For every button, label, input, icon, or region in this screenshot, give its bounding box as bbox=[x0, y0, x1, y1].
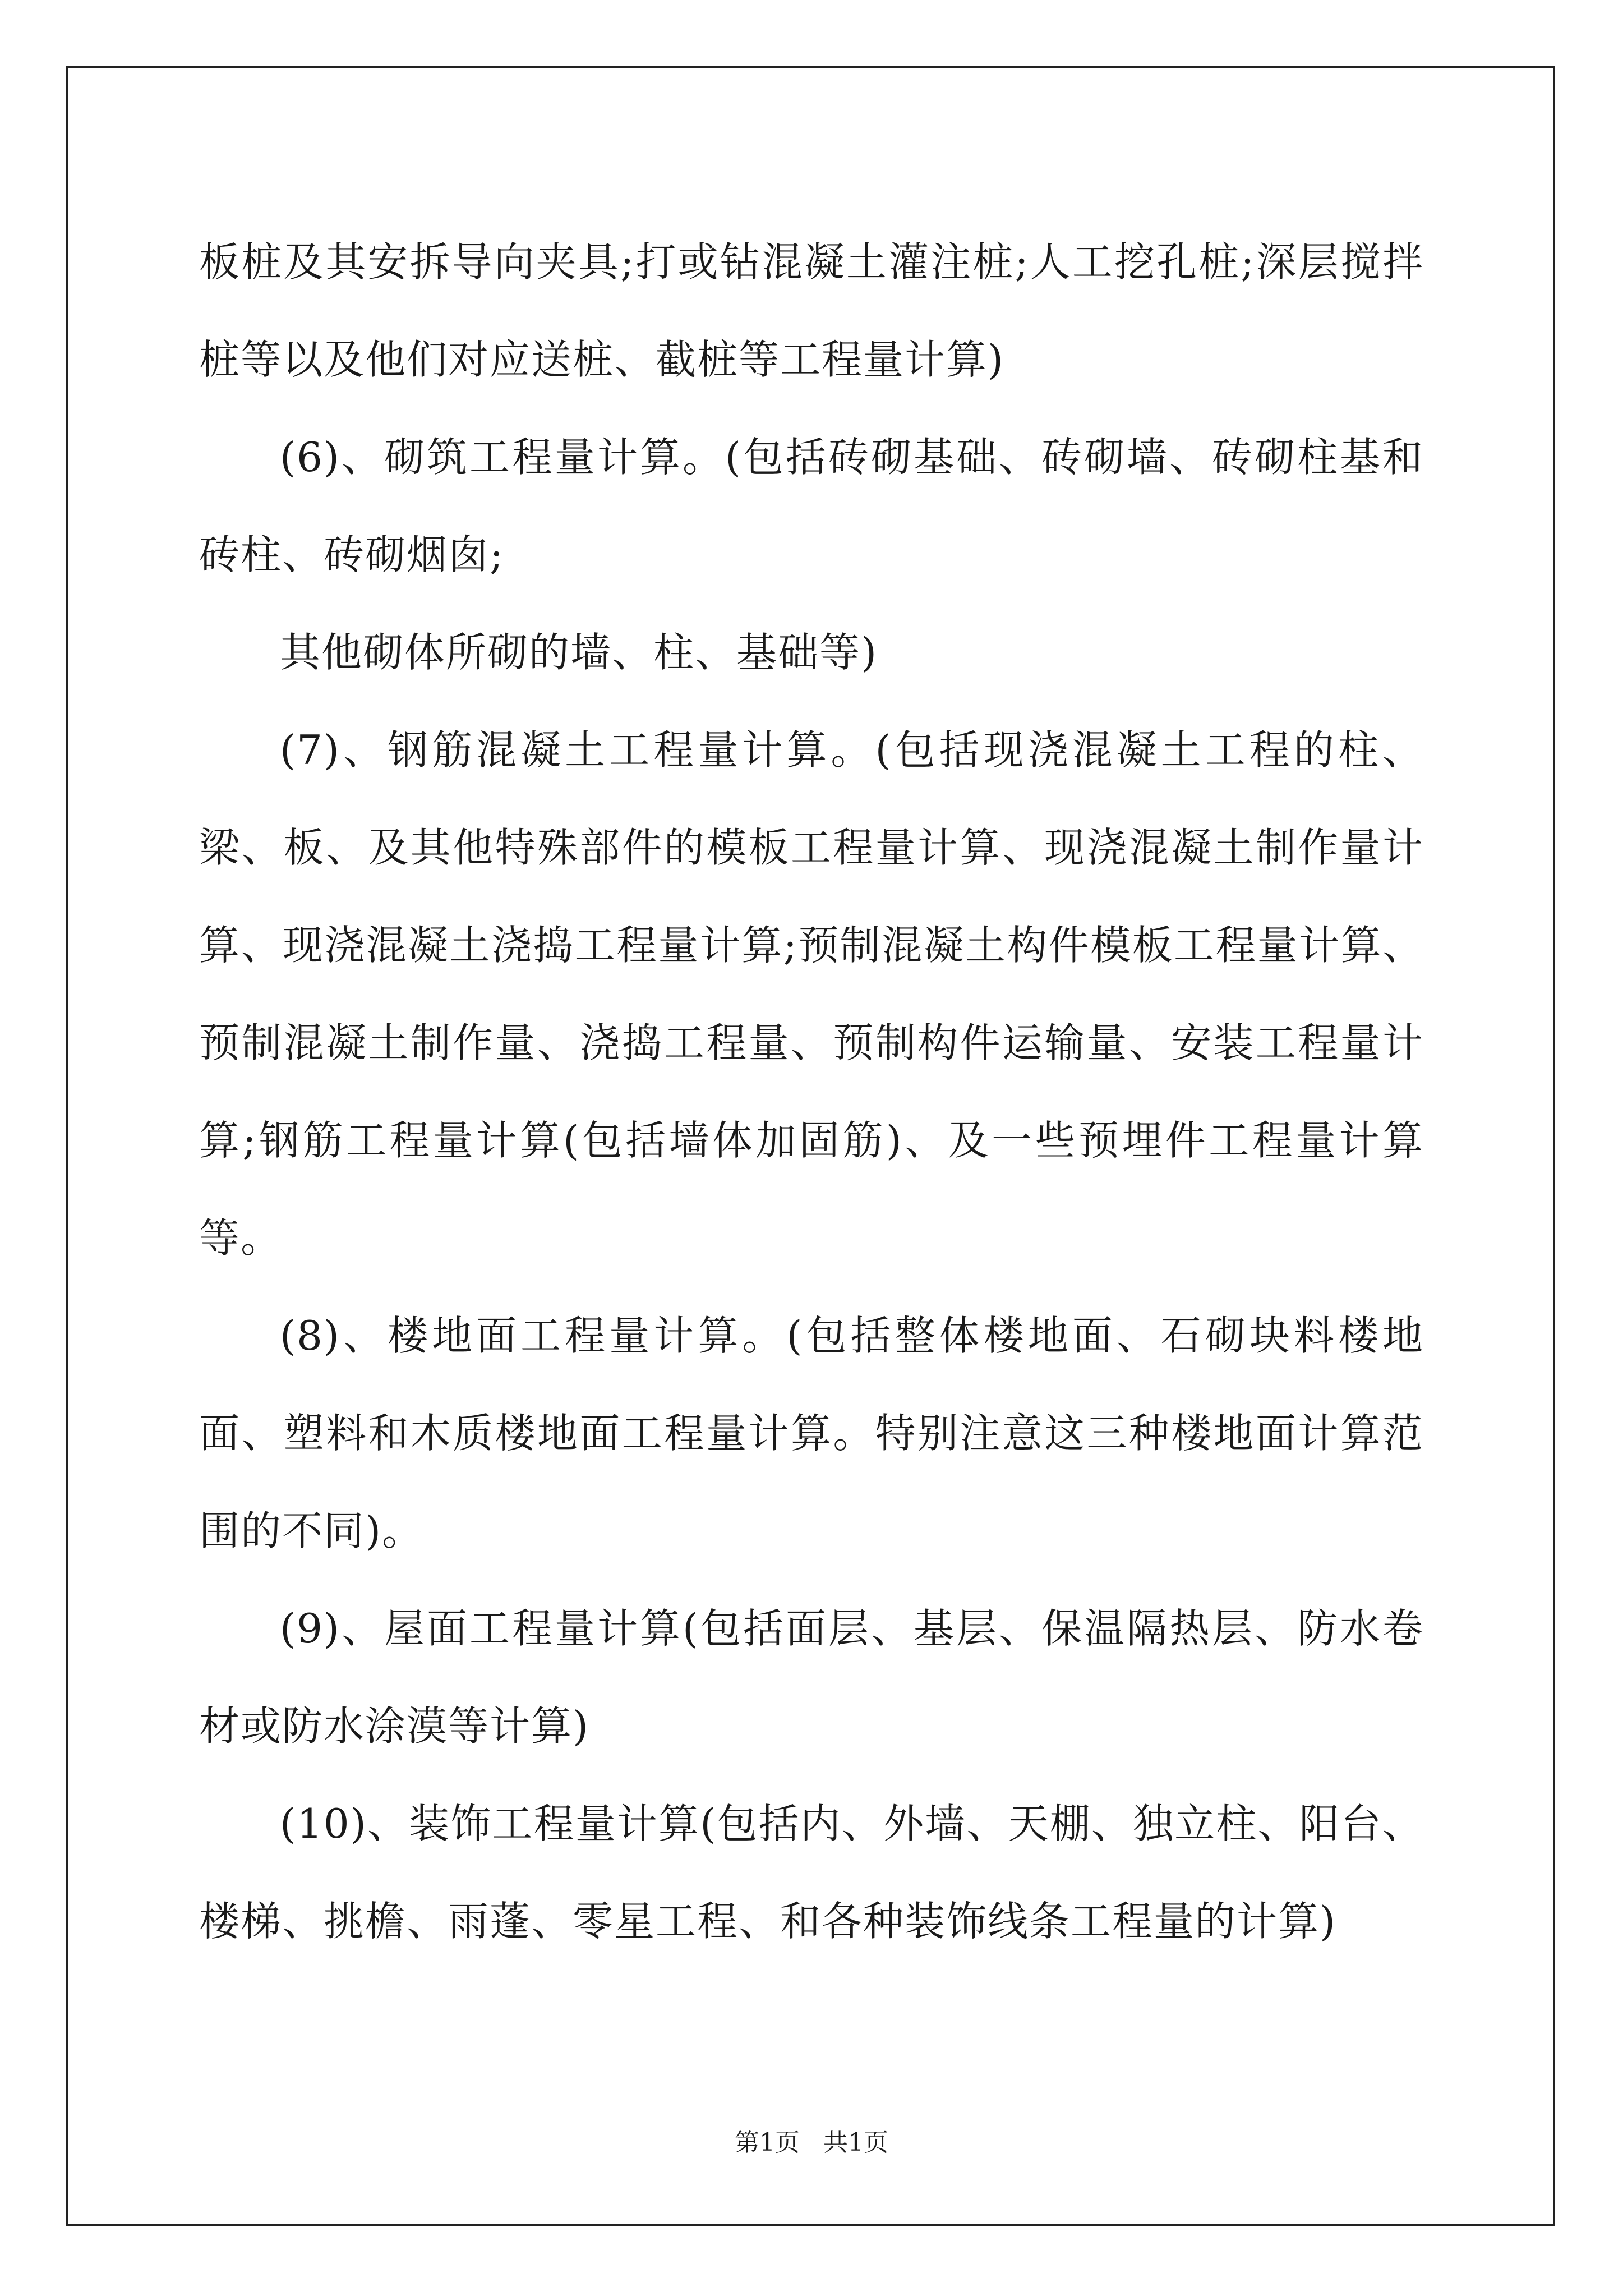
paragraph-floor: (8)、楼地面工程量计算。(包括整体楼地面、石砌块料楼地面、塑料和木质楼地面工程量计算。特别注意这三种楼地面计算范围的不同)。 bbox=[199, 1312, 1424, 1554]
paragraph-masonry: (6)、砌筑工程量计算。(包括砖砌基础、砖砌墙、砖砌柱基和砖柱、砖砌烟囱; bbox=[199, 434, 1424, 578]
document-body bbox=[199, 213, 1424, 1970]
page-footer bbox=[0, 2126, 1623, 2160]
paragraph-masonry-other: 其他砌体所砌的墙、柱、基础等) bbox=[280, 629, 878, 676]
paragraph-pile-continuation: 板桩及其安拆导向夹具;打或钻混凝土灌注桩;人工挖孔桩;深层搅拌桩等以及他们对应送桩、截桩等工程量计算) bbox=[199, 238, 1424, 383]
paragraph-roof: (9)、屋面工程量计算(包括面层、基层、保温隔热层、防水卷材或防水涂漠等计算) bbox=[199, 1605, 1424, 1750]
page-total: 共1页 bbox=[823, 2128, 888, 2157]
paragraph-reinforced-concrete: (7)、钢筋混凝土工程量计算。(包括现浇混凝土工程的柱、梁、板、及其他特殊部件的模板工程量计算、现浇混凝土制作量计算、现浇混凝土浇捣工程量计算;预制混凝土构件模板工程量计算、预制混凝土制作量、浇捣工程量、预制构件运输量、安装工程量计算;钢筋工程量计算(包括墙体加固筋)、及一些预埋件工程量计算等。 bbox=[199, 726, 1424, 1262]
paragraph-decoration: (10)、装饰工程量计算(包括内、外墙、天棚、独立柱、阳台、楼梯、挑檐、雨蓬、零星工程、和各种装饰线条工程量的计算) bbox=[199, 1800, 1424, 1945]
page-number: 第1页 bbox=[735, 2128, 800, 2157]
